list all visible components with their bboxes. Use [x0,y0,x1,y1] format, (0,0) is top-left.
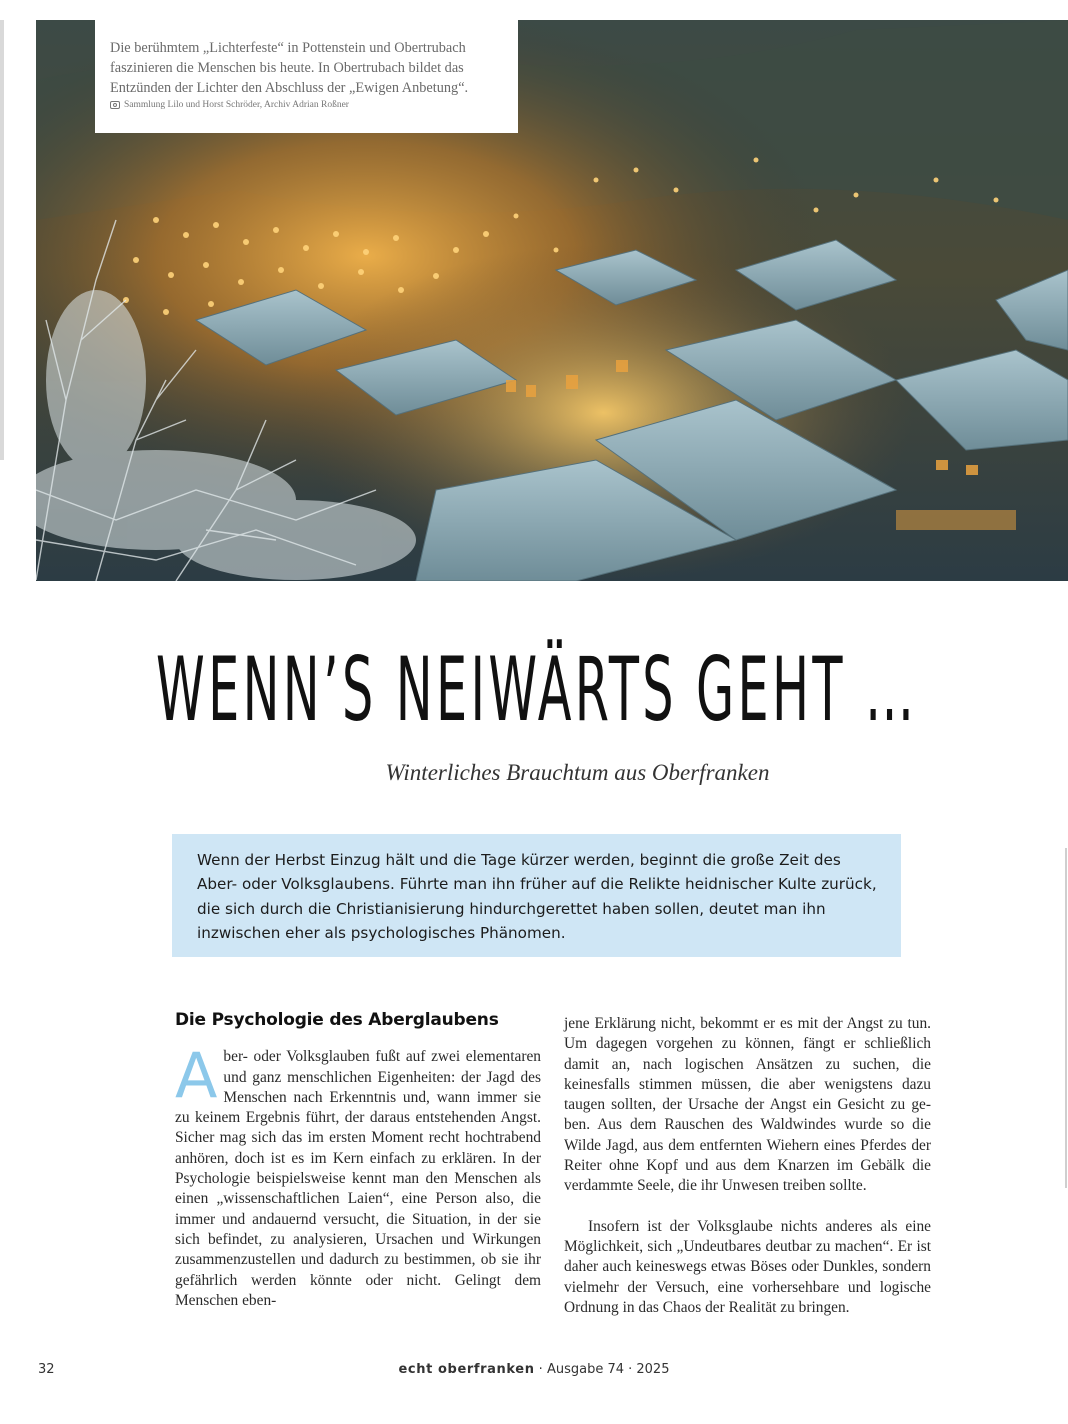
article-subtitle: Winterliches Brauchtum aus Oberfranken [385,760,770,785]
magazine-brand: echt oberfranken [398,1362,535,1377]
body-paragraph-1 [175,1039,541,1311]
intro-box: Wenn der Herbst Einzug hält und die Tage kürzer werden, beginnt die große Zeit des Aber- oder Volksglaubens. Führte man ihn früher auf die Relikte heidnischer Kulte zurück, die sich durch die Christianisierung hindurchgerettet haben sollen, deutet man ihn inzwischen eher als psychologisches Phänomen. [172,834,901,957]
headline-text: WENN’S NEIWÄRTS GEHT … [156,638,918,741]
footer-line [0,1362,1068,1377]
article-headline [156,638,976,741]
photo-caption [95,20,518,133]
page-edge-mark [0,20,4,460]
caption-text: Die berühmtem „Lichterfeste“ in Pottenstein und Obertrubach faszinieren die Menschen bis heute. In Obertrubach bildet das Entzünden der Lichter den Abschluss der „Ewigen Anbetung“. [110,40,469,96]
text-column-1 [175,1010,541,1311]
caption-credit [110,100,504,110]
paragraph-1-col1: ber- oder Volksglauben fußt auf zwei elementaren und ganz menschlichen Eigenheiten: der Jagd des Menschen nach Erkenntnis und, wann immer sie zu keinem Ergebnis führt, der daraus entstehenden Angst. Sicher mag sich das im ersten Moment recht hochtrabend anhören, doch ist es im Kern einfach zu erklären. In der Psychologie beispielsweise kennt man den Menschen als einen „wissenschaftlichen Laien“, eine Person also, die immer und andauernd versucht, die Situation, in der sie sich befindet, zu analysieren, Ursachen und Wirkungen zusammenzustellen und dadurch zu bestimmen, ob sie ihr gefährlich werden könnte oder nicht. Gelingt dem Menschen eben- [175,1048,541,1309]
body-paragraph-2: Insofern ist der Volksglaube nichts anderes als eine Möglichkeit, sich „Undeutbares deutbar zu machen“. Er ist daher auch keineswegs etwas Böses oder Dunkles, sondern vielmehr der Versuch, eine vorhersehbare und logische Ordnung in das Chaos der Realität zu bringen. [564,1217,931,1316]
section-heading: Die Psychologie des Aberglaubens [175,1010,499,1030]
text-column-2 [564,1014,931,1318]
drop-cap: A [175,1039,218,1113]
credit-text: Sammlung Lilo und Horst Schröder, Archiv Adrian Roßner [124,100,349,110]
page-number: 32 [38,1362,55,1377]
issue-info: · Ausgabe 74 · 2025 [534,1362,670,1377]
camera-icon [110,101,120,109]
page-edge-mark-right [1065,848,1067,1188]
paragraph-1-col2: jene Erklärung nicht, bekommt er es mit der Angst zu tun. Um dagegen vorgehen zu können, fängt er schließlich damit an, nach logischen Ansätzen zu suchen, die keinesfalls stimmen müssen, die aber wenigstens dazu taugen sollten, der Ursache der Angst ein Gesicht zu geben. Aus dem Rauschen des Waldwindes wurde so die Wilde Jagd, aus dem entfernten Wiehern eines Pferdes der Reiter ohne Kopf und aus dem Knarzen im Gebälk die verdammte Seele, die ihr Unwesen treiben sollte. [564,1015,931,1195]
